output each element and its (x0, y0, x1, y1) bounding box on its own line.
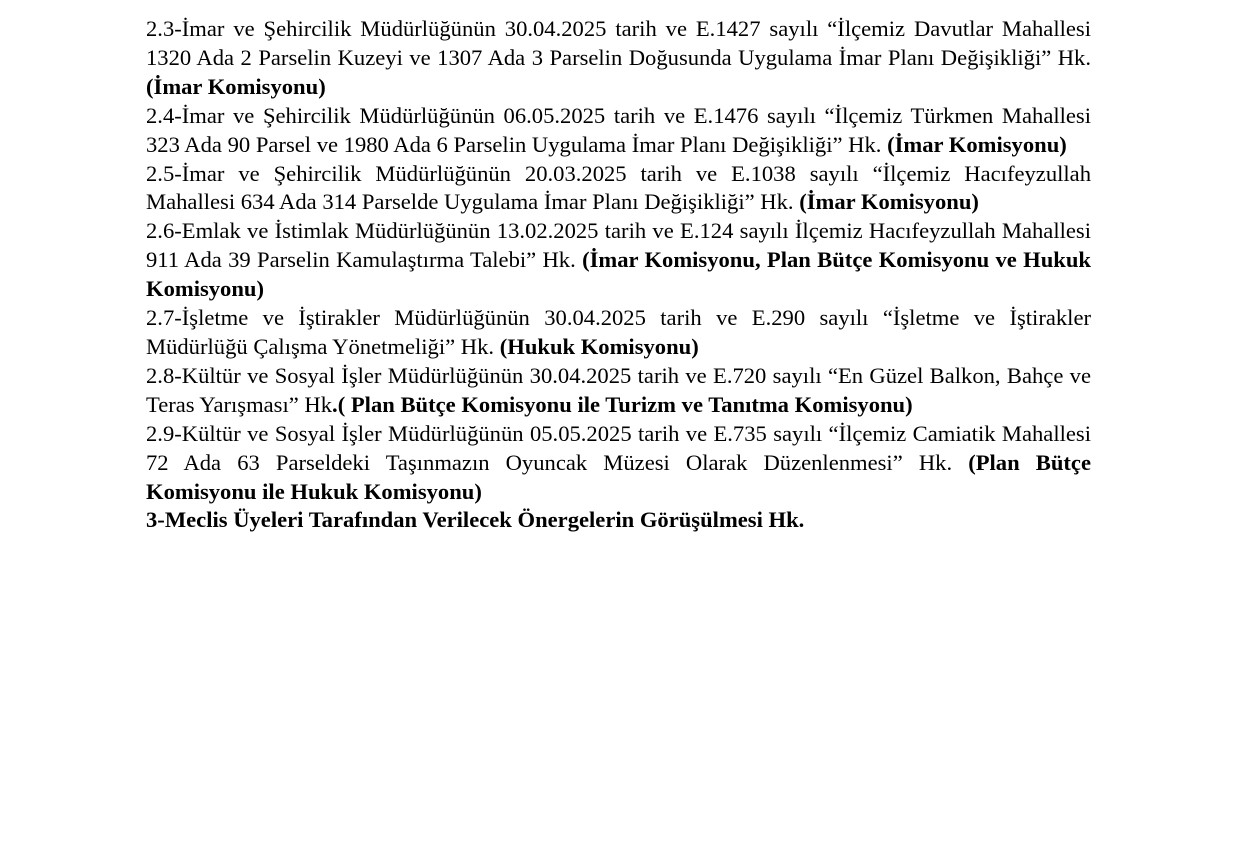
agenda-document (146, 15, 1091, 535)
agenda-item-commission: (İmar Komisyonu, Plan Bütçe Komisyonu ve Hukuk Komisyonu) (146, 247, 1091, 302)
agenda-item-commission: .( Plan Bütçe Komisyonu ile Turizm ve Tanıtma Komisyonu) (332, 391, 913, 417)
agenda-item-commission: (İmar Komisyonu) (146, 73, 326, 99)
agenda-item-commission: (Plan Bütçe Komisyonu ile Hukuk Komisyonu) (146, 449, 1091, 504)
agenda-item-text: 2.8-Kültür ve Sosyal İşler Müdürlüğünün 30.04.2025 tarih ve E.720 sayılı “En Güzel Balkon, Bahçe ve Teras Yarışması” Hk (146, 362, 1091, 417)
agenda-item-2-7 (146, 304, 1091, 362)
agenda-item-2-8 (146, 362, 1091, 420)
agenda-item-2-6 (146, 217, 1091, 304)
agenda-item-2-9 (146, 420, 1091, 507)
agenda-item-commission: (İmar Komisyonu) (887, 131, 1067, 157)
agenda-item-2-5 (146, 160, 1091, 218)
agenda-item-text: 2.4-İmar ve Şehircilik Müdürlüğünün 06.05.2025 tarih ve E.1476 sayılı “İlçemiz Türkmen Mahallesi 323 Ada 90 Parsel ve 1980 Ada 6 Parselin Uygulama İmar Planı Değişikliği” Hk. (146, 102, 1091, 157)
section-heading: 3-Meclis Üyeleri Tarafından Verilecek Önergelerin Görüşülmesi Hk. (146, 507, 805, 533)
agenda-item-commission: (İmar Komisyonu) (799, 189, 979, 215)
agenda-item-text: 2.3-İmar ve Şehircilik Müdürlüğünün 30.04.2025 tarih ve E.1427 sayılı “İlçemiz Davutlar Mahallesi 1320 Ada 2 Parselin Kuzeyi ve 1307 Ada 3 Parselin Doğusunda Uygulama İmar Planı Değişikliği” Hk. (146, 16, 1091, 70)
agenda-item-2-3 (146, 15, 1091, 102)
agenda-item-commission: (Hukuk Komisyonu) (499, 333, 699, 359)
agenda-item-text: 2.7-İşletme ve İştirakler Müdürlüğünün 30.04.2025 tarih ve E.290 sayılı “İşletme ve İştirakler Müdürlüğü Çalışma Yönetmeliği” Hk. (146, 305, 1091, 359)
agenda-item-text: 2.6-Emlak ve İstimlak Müdürlüğünün 13.02.2025 tarih ve E.124 sayılı İlçemiz Hacıfeyzullah Mahallesi 911 Ada 39 Parselin Kamulaştırma Talebi” Hk. (146, 218, 1091, 273)
agenda-item-text: 2.5-İmar ve Şehircilik Müdürlüğünün 20.03.2025 tarih ve E.1038 sayılı “İlçemiz Hacıfeyzullah Mahallesi 634 Ada 314 Parselde Uygulama İmar Planı Değişikliği” Hk. (146, 160, 1091, 215)
agenda-item-2-4 (146, 102, 1091, 160)
agenda-item-text: 2.9-Kültür ve Sosyal İşler Müdürlüğünün 05.05.2025 tarih ve E.735 sayılı “İlçemiz Camiatik Mahallesi 72 Ada 63 Parseldeki Taşınmazın Oyuncak Müzesi Olarak Düzenlenmesi” Hk. (146, 420, 1091, 475)
